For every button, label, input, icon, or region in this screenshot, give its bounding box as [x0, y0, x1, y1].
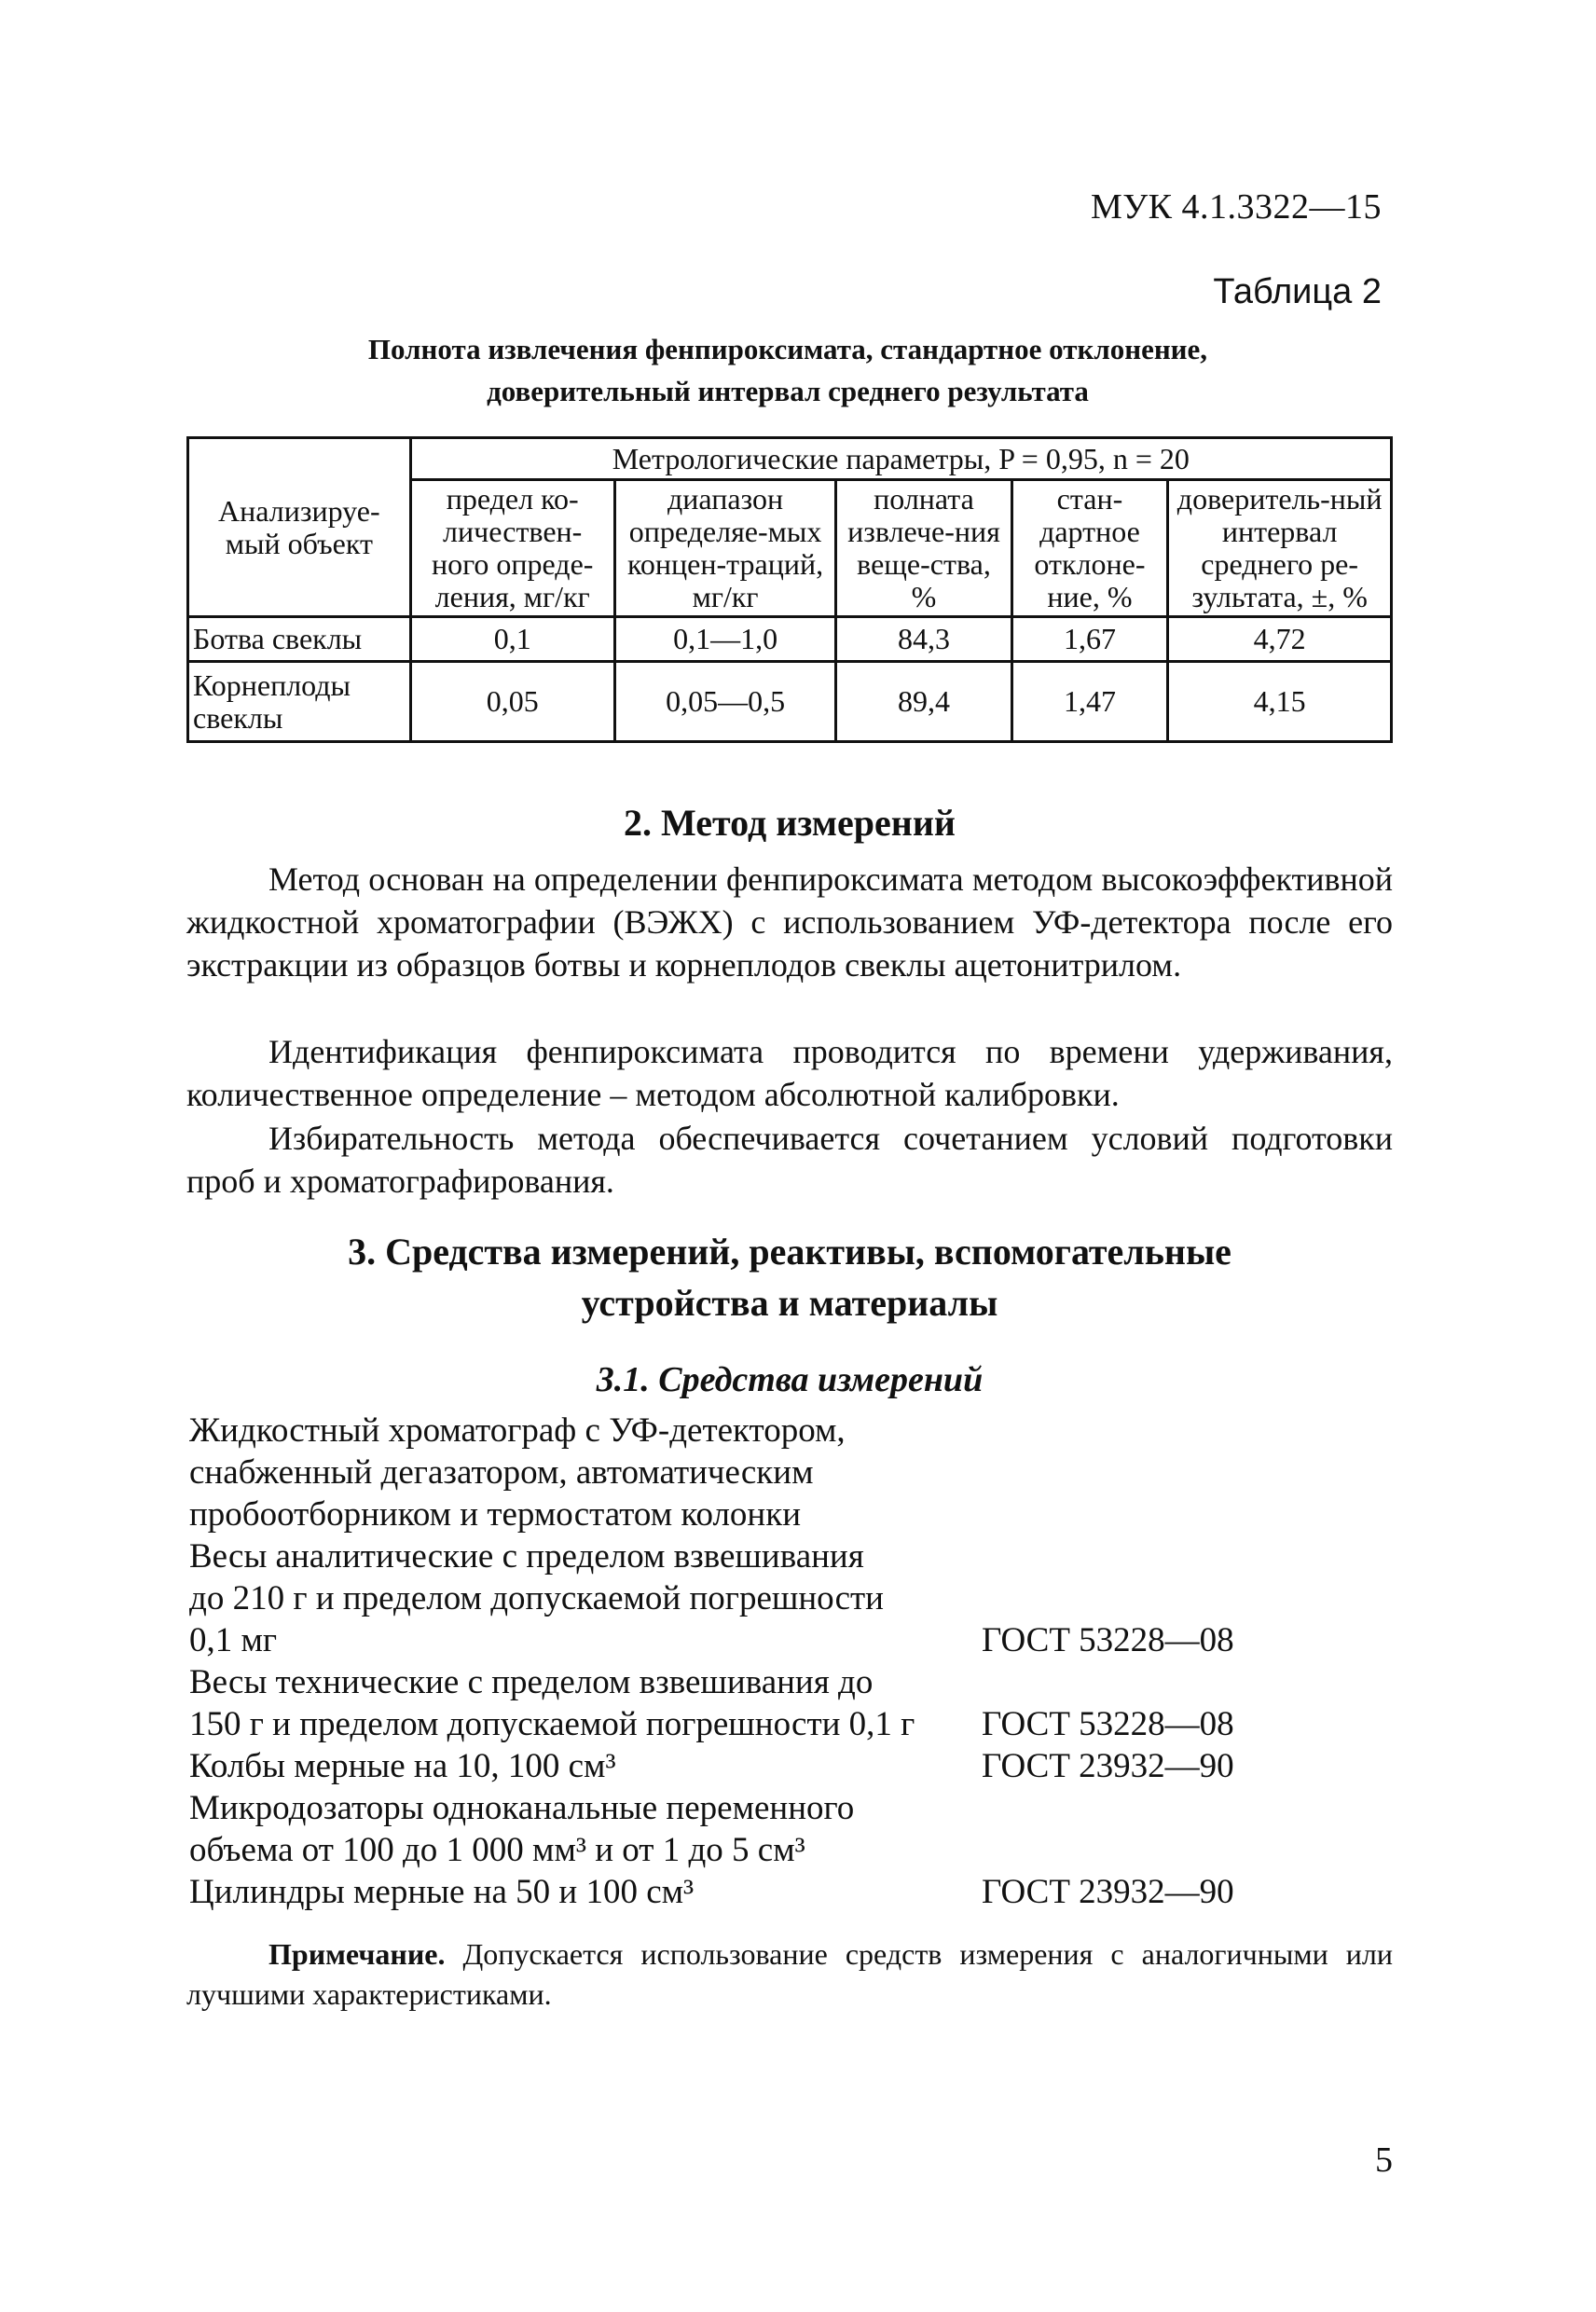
- table-title: [186, 328, 1389, 412]
- cell-ci: 4,72: [1168, 617, 1392, 662]
- note: [186, 1934, 1393, 2015]
- equipment-gost: ГОСТ 23932—90: [982, 1873, 1234, 1911]
- note-label: Примечание.: [268, 1937, 446, 1971]
- metrology-table: [186, 436, 1393, 743]
- equipment-name: снабженный дегазатором, автоматическим: [189, 1453, 814, 1492]
- equipment-name: Цилиндры мерные на 50 и 100 см³: [189, 1873, 695, 1911]
- header-cell-object: Анализируе-мый объект: [188, 438, 411, 617]
- table-title-line1: Полнота извлечения фенпироксимата, стандартное отклонение,: [367, 333, 1208, 365]
- section-3-title-line1: 3. Средства измерений, реактивы, вспомогательные: [348, 1231, 1231, 1273]
- equipment-row: [189, 1535, 1308, 1577]
- page-number: 5: [1375, 2140, 1393, 2180]
- header-cell-group: Метрологические параметры, P = 0,95, n = 20: [410, 438, 1391, 480]
- equipment-gost: ГОСТ 53228—08: [982, 1705, 1234, 1743]
- section-2-title: 2. Метод измерений: [624, 802, 956, 844]
- cell-loq: 0,05: [410, 662, 614, 742]
- note-text: Допускается использование средств измерения с аналогичными или лучшими характеристиками.: [186, 1937, 1393, 2011]
- equipment-name: Жидкостный хроматограф с УФ-детектором,: [189, 1411, 846, 1450]
- cell-sd: 1,67: [1011, 617, 1168, 662]
- table-row: [188, 662, 1392, 742]
- header-cell-range: диапазон определяе-мых концен-траций, мг/кг: [614, 480, 836, 617]
- equipment-name: 150 г и пределом допускаемой погрешности 0,1 г: [189, 1705, 915, 1743]
- cell-sd: 1,47: [1011, 662, 1168, 742]
- equipment-name: Весы аналитические с пределом взвешивания: [189, 1537, 864, 1576]
- equipment-row: [189, 1703, 1308, 1745]
- cell-recovery: 89,4: [836, 662, 1011, 742]
- header-cell-recovery: полната извлече-ния веще-ства, %: [836, 480, 1011, 617]
- section-3-title-line2: устройства и материалы: [581, 1282, 998, 1324]
- equipment-list: [189, 1410, 1308, 1913]
- section-2-paragraph: Идентификация фенпироксимата проводится по времени удерживания, количественное определение – методом абсолютной калибровки.: [186, 1033, 1393, 1113]
- section-2-paragraph: Избирательность метода обеспечивается сочетанием условий подготовки проб и хроматографирования.: [186, 1120, 1393, 1200]
- table-title-line2: доверительный интервал среднего результата: [487, 375, 1089, 407]
- table-label: Таблица 2: [1213, 272, 1382, 311]
- table-header-row-group: [188, 438, 1392, 480]
- section-3-title: [186, 1226, 1393, 1328]
- equipment-row: [189, 1410, 1308, 1452]
- equipment-name: до 210 г и пределом допускаемой погрешности: [189, 1579, 884, 1617]
- cell-range: 0,05—0,5: [614, 662, 836, 742]
- equipment-name: Весы технические с пределом взвешивания до: [189, 1663, 874, 1701]
- subsection-3-1-title: 3.1. Средства измерений: [596, 1360, 984, 1399]
- header-cell-sd: стан-дартное отклоне-ние, %: [1011, 480, 1168, 617]
- section-2-paragraph: Метод основан на определении фенпироксимата методом высокоэффективной жидкостной хроматографии (ВЭЖХ) с использованием УФ-детектора после его экстракции из образцов ботвы и корнеплодов свеклы ацетонитрилом.: [186, 860, 1393, 984]
- equipment-row: [189, 1661, 1308, 1703]
- equipment-name: 0,1 мг: [189, 1621, 278, 1659]
- equipment-row: [189, 1493, 1308, 1535]
- cell-object: Ботва свеклы: [188, 617, 411, 662]
- equipment-row: [189, 1452, 1308, 1493]
- cell-loq: 0,1: [410, 617, 614, 662]
- equipment-row: [189, 1787, 1308, 1829]
- cell-recovery: 84,3: [836, 617, 1011, 662]
- equipment-name: Колбы мерные на 10, 100 см³: [189, 1747, 616, 1785]
- cell-range: 0,1—1,0: [614, 617, 836, 662]
- header-cell-loq: предел ко-личествен-ного опреде-ления, мг/кг: [410, 480, 614, 617]
- cell-ci: 4,15: [1168, 662, 1392, 742]
- equipment-row: [189, 1829, 1308, 1871]
- equipment-row: [189, 1871, 1308, 1913]
- equipment-gost: ГОСТ 53228—08: [982, 1621, 1234, 1659]
- table-row: [188, 617, 1392, 662]
- equipment-gost: ГОСТ 23932—90: [982, 1747, 1234, 1785]
- cell-object: Корнеплоды свеклы: [188, 662, 411, 742]
- equipment-row: [189, 1745, 1308, 1787]
- document-code: МУК 4.1.3322—15: [1090, 187, 1382, 227]
- equipment-name: объема от 100 до 1 000 мм³ и от 1 до 5 см³: [189, 1831, 805, 1869]
- header-cell-ci: доверитель-ный интервал среднего ре-зультата, ±, %: [1168, 480, 1392, 617]
- equipment-row: [189, 1577, 1308, 1619]
- equipment-name: пробоотборником и термостатом колонки: [189, 1495, 802, 1534]
- equipment-name: Микродозаторы одноканальные переменного: [189, 1789, 855, 1827]
- equipment-row: [189, 1619, 1308, 1661]
